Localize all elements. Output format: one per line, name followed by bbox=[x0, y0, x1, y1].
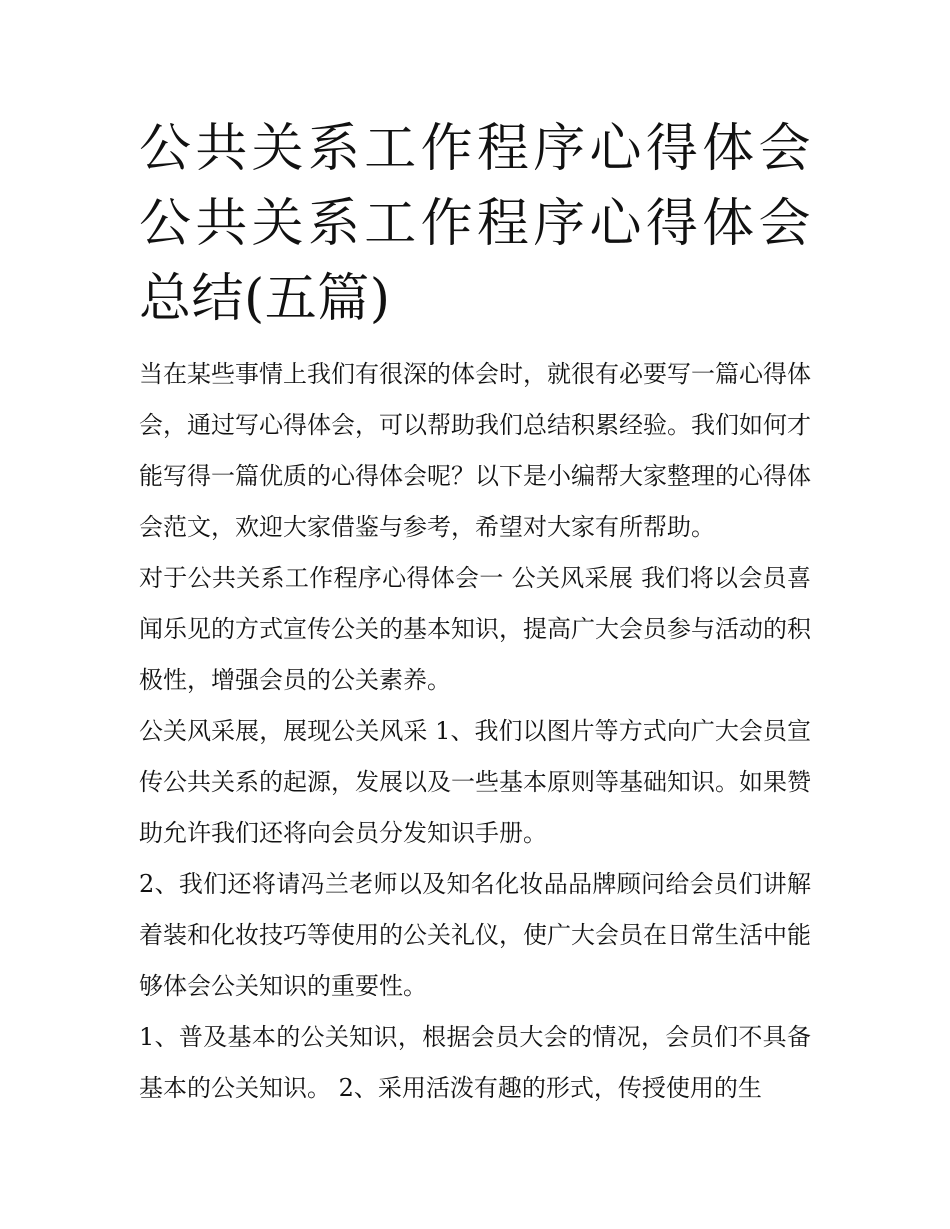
document-page bbox=[139, 112, 811, 1114]
document-title: 公共关系工作程序心得体会 公共关系工作程序心得体会总结(五篇) bbox=[139, 119, 811, 329]
paragraph-intro: 当在某些事情上我们有很深的体会时，就很有必要写一篇心得体会，通过写心得体会，可以帮助我们总结积累经验。我们如何才能写得一篇优质的心得体会呢？以下是小编帮大家整理的心得体会范文，欢迎大家借鉴与参考，希望对大家有所帮助。 bbox=[139, 360, 811, 541]
paragraph-2: 公关风采展，展现公关风采 1、我们以图片等方式向广大会员宣传公共关系的起源，发展以及一些基本原则等基础知识。如果赞助允许我们还将向会员分发知识手册。 bbox=[139, 717, 811, 847]
paragraph-1: 对于公共关系工作程序心得体会一 公关风采展 我们将以会员喜闻乐见的方式宣传公关的基本知识，提高广大会员参与活动的积极性，增强会员的公关素养。 bbox=[139, 564, 811, 694]
document-body bbox=[139, 349, 811, 1114]
paragraph-3: 2、我们还将请冯兰老师以及知名化妆品品牌顾问给会员们讲解着装和化妆技巧等使用的公关礼仪，使广大会员在日常生活中能够体会公关知识的重要性。 bbox=[139, 870, 811, 1000]
paragraph-4: 1、普及基本的公关知识，根据会员大会的情况，会员们不具备基本的公关知识。 2、采用活泼有趣的形式，传授使用的生 bbox=[139, 1023, 811, 1102]
